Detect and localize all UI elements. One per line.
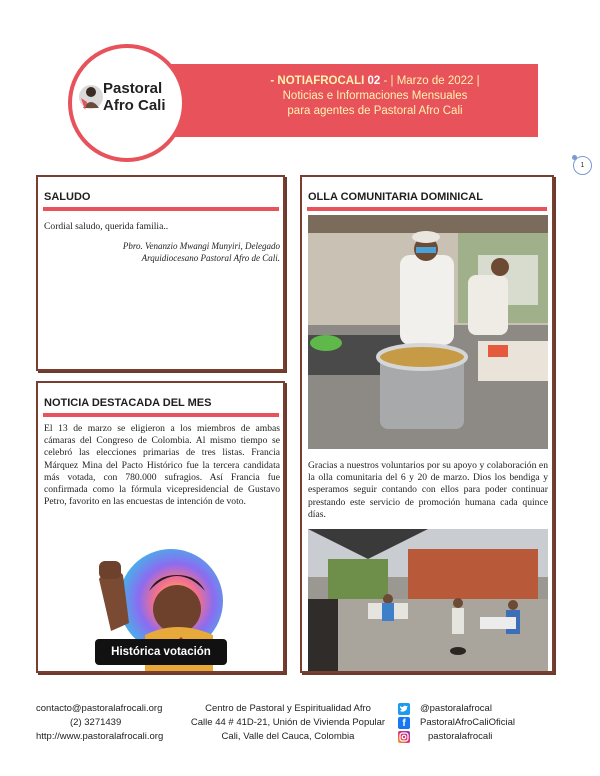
signature-line-1: Pbro. Venanzio Mwangi Munyiri, Delegado bbox=[122, 241, 280, 251]
facebook-row[interactable] bbox=[398, 716, 515, 730]
footer-phone: (2) 3271439 bbox=[70, 717, 122, 728]
twitter-row[interactable] bbox=[398, 702, 515, 716]
twitter-handle: @pastoralafrocal bbox=[420, 703, 492, 714]
footer-center-line-1: Centro de Pastoral y Espiritualidad Afro bbox=[205, 703, 371, 714]
signature-line-2: Arquidiocesano Pastoral Afro de Cali. bbox=[141, 252, 280, 263]
instagram-handle: pastoralafrocali bbox=[428, 731, 493, 742]
olla-box bbox=[300, 175, 554, 673]
courtyard-photo bbox=[308, 529, 548, 671]
pastoral-afro-logo-icon bbox=[78, 82, 104, 112]
courtyard-scene bbox=[308, 529, 548, 671]
saludo-rule bbox=[43, 207, 279, 211]
header-text bbox=[225, 74, 525, 119]
issue-date: - | Marzo de 2022 | bbox=[380, 75, 480, 87]
noticia-rule bbox=[43, 413, 279, 417]
saludo-title: SALUDO bbox=[44, 191, 91, 203]
subtitle-line-1: Noticias e Informaciones Mensuales bbox=[282, 90, 468, 102]
olla-rule bbox=[307, 207, 547, 211]
kitchen-scene bbox=[308, 215, 548, 449]
saludo-box bbox=[36, 175, 285, 371]
logo-line-1: Pastoral bbox=[103, 80, 163, 97]
olla-title: OLLA COMUNITARIA DOMINICAL bbox=[308, 191, 483, 203]
page-badge-dot bbox=[572, 155, 577, 160]
twitter-icon bbox=[398, 703, 410, 715]
noticia-box bbox=[36, 381, 285, 673]
subtitle-line-2: para agentes de Pastoral Afro Cali bbox=[287, 105, 463, 117]
poster-caption: Histórica votación bbox=[95, 639, 227, 665]
olla-body: Gracias a nuestros voluntarios por su apoyo y colaboración en la olla comunitaria del 6 y 20 de marzo. Dios los bendiga y esperamos seguir contando con ellos para poder continuar prestando este servicio de promoción humana cada quince días. bbox=[308, 460, 548, 520]
facebook-handle: PastoralAfroCaliOficial bbox=[420, 717, 516, 728]
issue-prefix: - NOTIAFROCALI bbox=[270, 75, 365, 87]
noticia-title: NOTICIA DESTACADA DEL MES bbox=[44, 397, 212, 409]
instagram-row[interactable] bbox=[398, 730, 515, 744]
saludo-signature bbox=[44, 241, 280, 264]
footer-center-line-3: Cali, Valle del Cauca, Colombia bbox=[221, 731, 355, 742]
footer-email[interactable]: contacto@pastoralafrocali.org bbox=[36, 703, 163, 714]
facebook-icon: f bbox=[398, 717, 410, 729]
issue-number: 02 bbox=[367, 75, 381, 87]
historica-votacion-poster bbox=[89, 531, 233, 671]
footer-contact bbox=[36, 702, 163, 744]
kitchen-photo bbox=[308, 215, 548, 449]
noticia-body: El 13 de marzo se eligieron a los miembros de ambas cámaras del Congreso de Colombia. Al mismo tiempo se celebró las elecciones primarias de tres listas. Francia Márquez Mina del Pacto Histórico fue la tercera candidata más votada, con 780.000 sufragios. Así Francia fue confirmada como la fórmula vicepresidencial de Gustavo Petro, favorito en las encuestas de intención de voto. bbox=[44, 423, 280, 508]
saludo-greeting: Cordial saludo, querida familia.. bbox=[44, 221, 169, 232]
logo-text bbox=[103, 80, 166, 114]
page-number-badge: 1 bbox=[573, 156, 592, 175]
instagram-icon bbox=[398, 731, 410, 743]
logo-line-2: Afro Cali bbox=[103, 97, 166, 114]
footer-center-line-2: Calle 44 # 41D-21, Unión de Vivienda Popular bbox=[190, 717, 386, 728]
footer-address bbox=[188, 702, 388, 744]
footer-website[interactable]: http://www.pastoralafrocali.org bbox=[36, 731, 164, 742]
footer-social bbox=[398, 702, 515, 744]
